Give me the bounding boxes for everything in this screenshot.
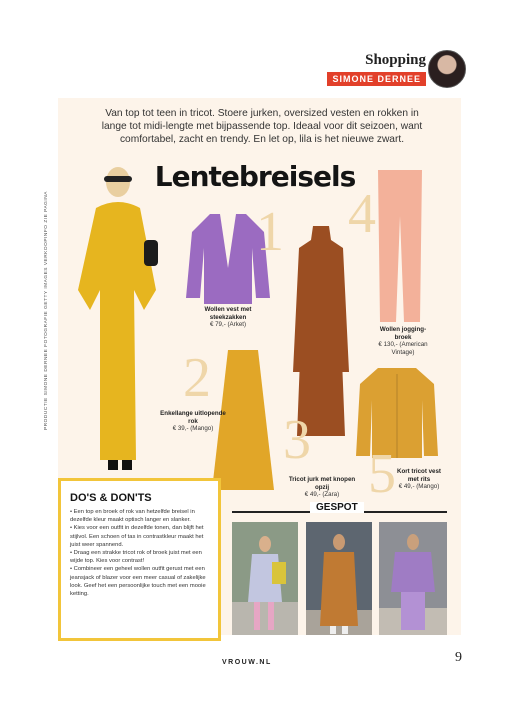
product-name: Tricot jurk met knopen opzij: [288, 476, 356, 491]
photo-credits: PRODUCTIE SIMONE DERNEE FOTOGRAFIE GETTY IMAGES VERKOOPINFO ZIE PAGINA: [44, 191, 49, 430]
product-caption: [160, 410, 226, 433]
intro-text: Van top tot teen in tricot. Stoere jurken, oversized vesten en rokken in lange tot midi-lengte met bijpassende top. Ideaal voor dit seizoen, want comfortabel, zacht en trendy. En let op, lila is het nieuwe zwart.: [101, 108, 423, 145]
product-price: € 49,- (Zara): [304, 491, 340, 499]
product-caption: [196, 306, 260, 329]
product-price: € 130,- (American Vintage): [378, 341, 428, 356]
product-number: 1: [256, 201, 284, 263]
product-name: Wollen jogging-broek: [379, 326, 427, 341]
author-badge: SIMONE DERNEE: [327, 72, 426, 86]
section-title: Shopping: [365, 52, 426, 68]
dos-donts-list: [70, 508, 214, 598]
product-name: Kort tricot vest met rits: [396, 468, 441, 483]
page-title: Lentebreisels: [154, 160, 356, 193]
product-name: Wollen vest met steekzakken: [204, 306, 252, 321]
product-number: 2: [183, 347, 211, 409]
author-avatar: [428, 50, 466, 88]
gespot-heading: GESPOT: [310, 502, 364, 513]
site-name: VROUW.NL: [222, 659, 272, 666]
product-price: € 39,- (Mango): [172, 425, 214, 433]
list-item: • Combineer een geheel wollen outfit gerust met een jeansjack of blazer voor een meer casual of zakelijke look. Geef het een persoonlijke touch met een mooie ketting.: [70, 566, 206, 598]
street-photo: [232, 522, 298, 635]
product-caption: [394, 468, 444, 491]
product-price: € 79,- (Arket): [209, 321, 247, 329]
dress-image: [285, 222, 357, 440]
product-number: 3: [283, 409, 311, 471]
jogging-pants-image: [370, 166, 430, 326]
list-item: • Draag een strakke tricot rok of broek juist met een wijde top. Kies voor contrast!: [70, 550, 202, 565]
street-photo: [306, 522, 372, 635]
zip-cardigan-image: [354, 364, 440, 462]
product-caption: [372, 326, 434, 356]
product-price: € 49,- (Mango): [398, 483, 440, 491]
product-number: 5: [368, 443, 396, 505]
street-photo: [379, 522, 447, 635]
product-name: Enkellange uitlopende rok: [160, 410, 226, 425]
page-number: 9: [455, 650, 462, 665]
dos-donts-title: DO'S & DON'TS: [70, 492, 152, 504]
list-item: • Een top en broek of rok van hetzelfde breisel in dezelfde kleur maakt optisch langer en slanker.: [70, 509, 195, 524]
list-item: • Kies voor een outfit in dezelfde tonen, dan blijft het stijlvol. Een schoen of tas in contrastkleur maakt het juist weer spannend.: [70, 525, 204, 548]
product-caption: [288, 476, 356, 499]
product-number: 4: [348, 183, 376, 245]
